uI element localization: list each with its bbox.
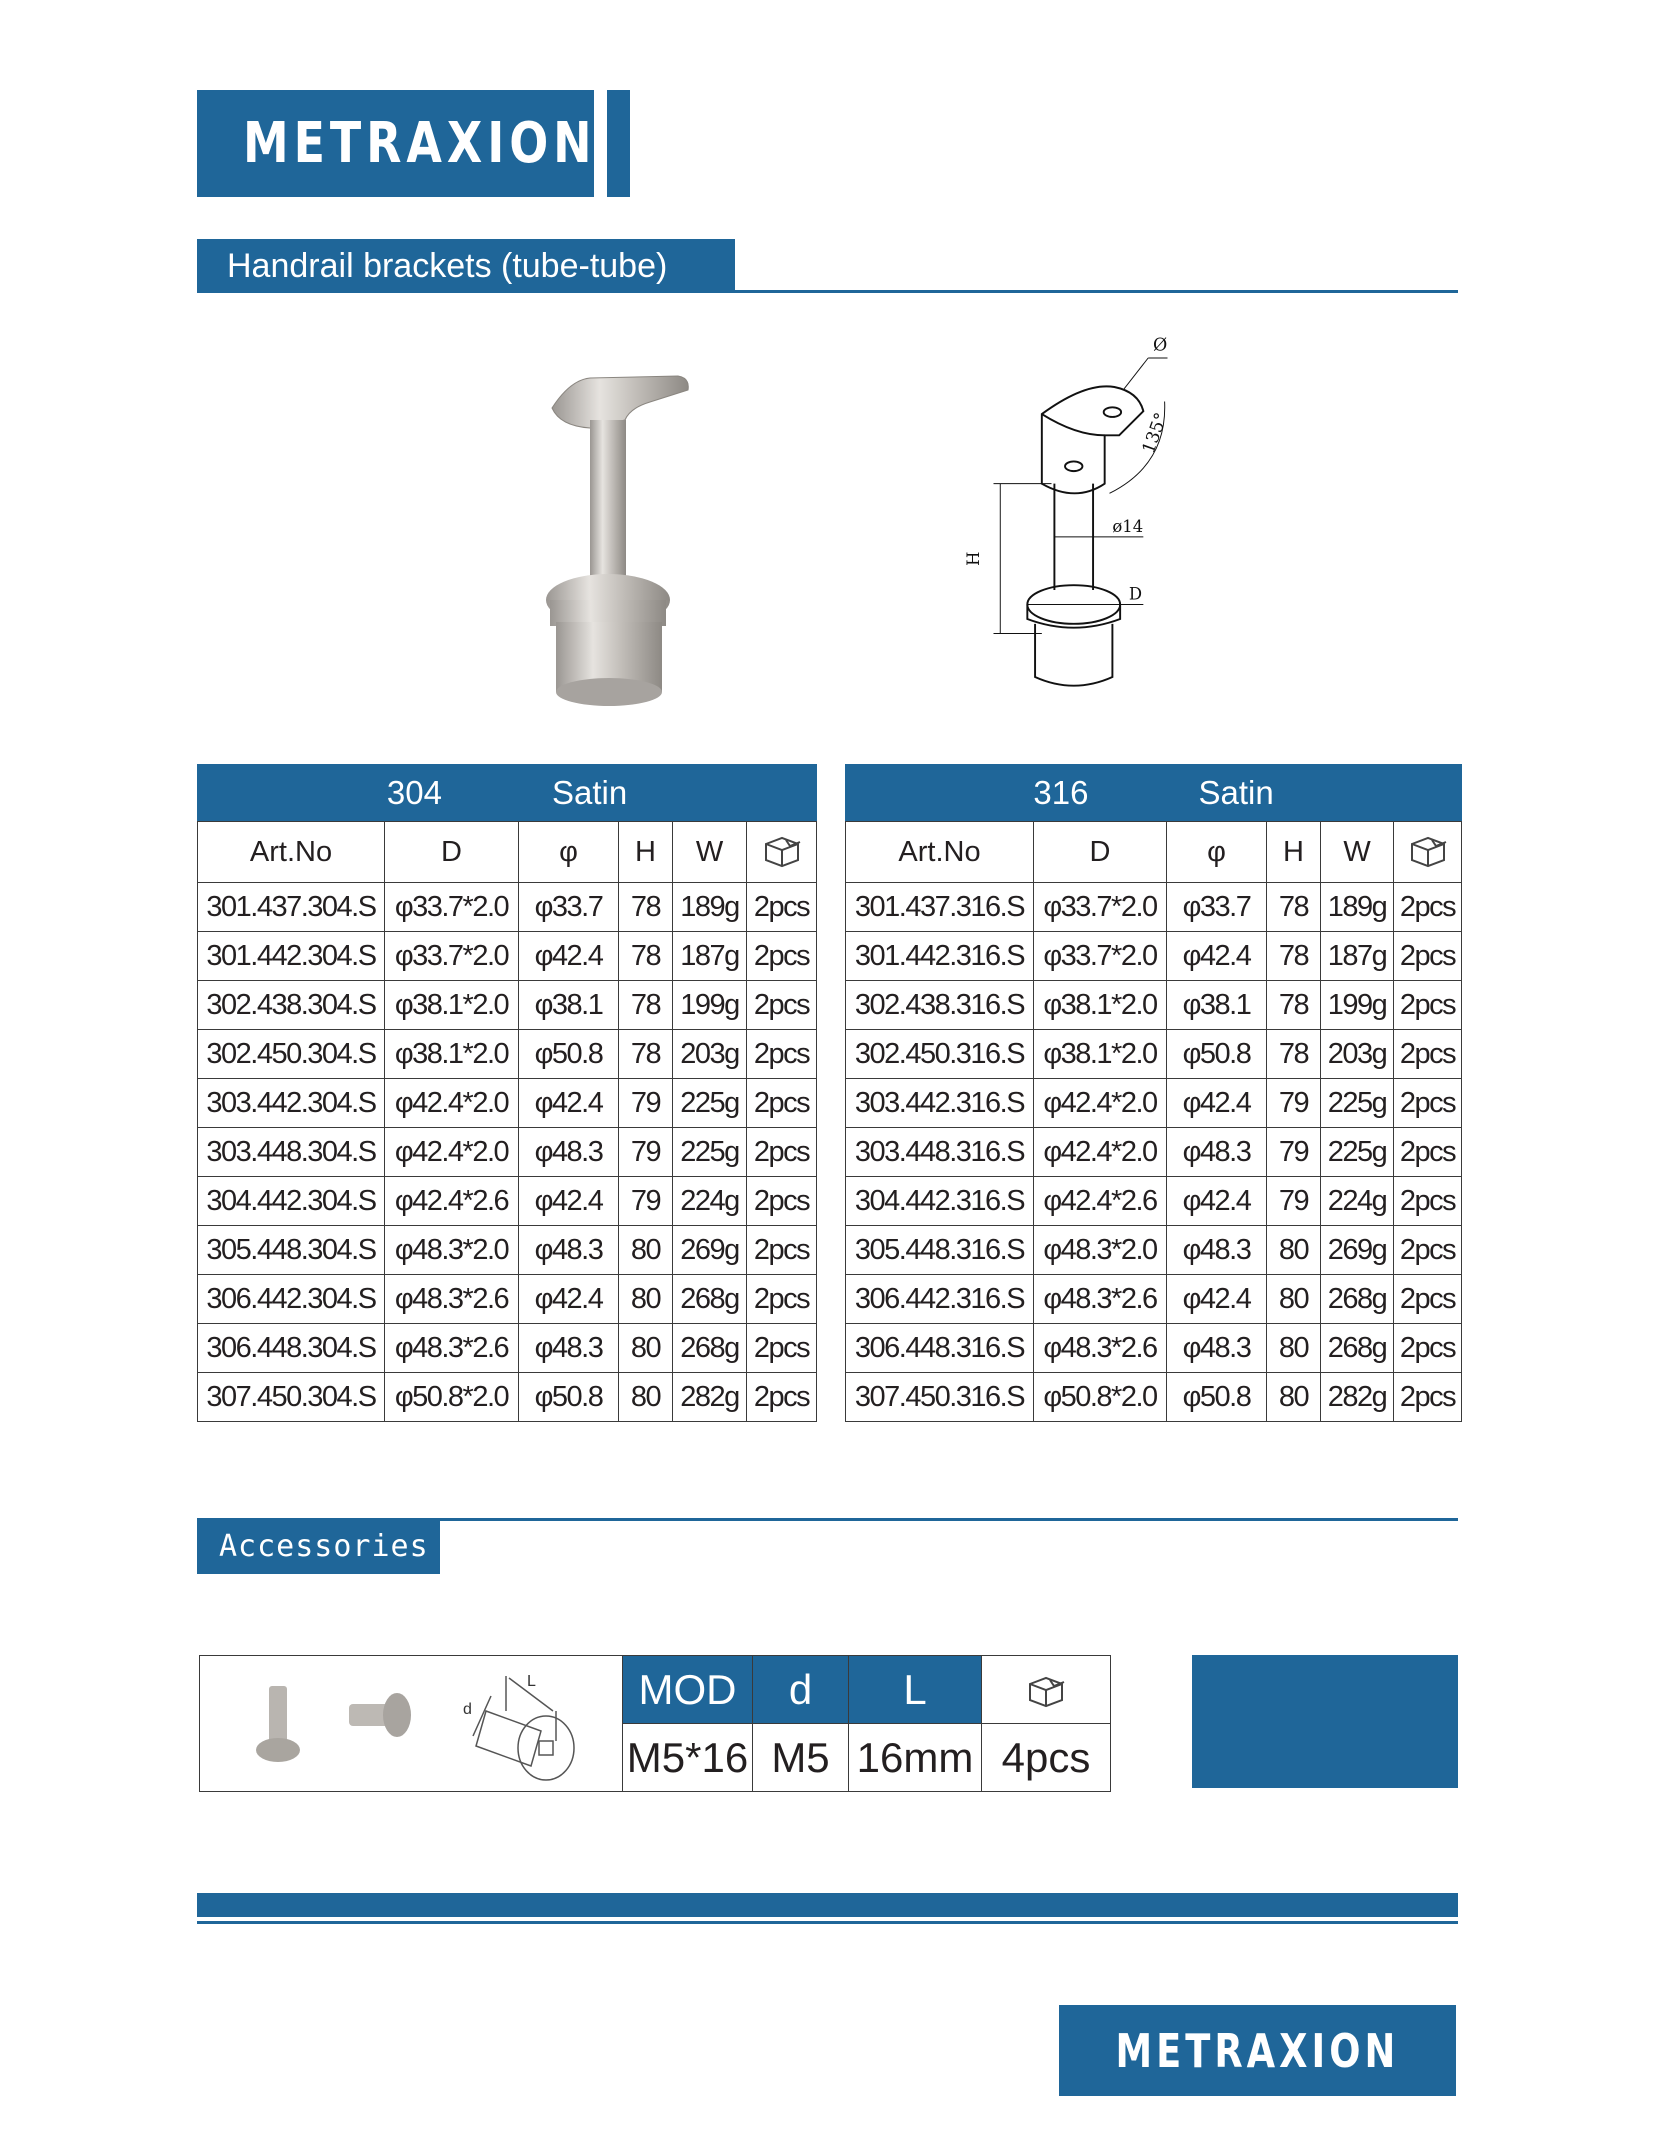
cell-qty: 2pcs — [747, 1177, 817, 1226]
table-row — [846, 1177, 1462, 1226]
cell-d: φ48.3*2.6 — [1034, 1324, 1167, 1373]
cell-w: 203g — [1321, 1030, 1394, 1079]
table-row — [198, 981, 817, 1030]
cell-art-no: 303.442.304.S — [198, 1079, 385, 1128]
footer-logo — [1059, 2005, 1456, 2096]
cell-h: 79 — [619, 1128, 673, 1177]
cell-d: φ38.1*2.0 — [1034, 981, 1167, 1030]
cell-art-no: 301.437.316.S — [846, 883, 1034, 932]
cell-art-no: 303.448.304.S — [198, 1128, 385, 1177]
table-row — [846, 1275, 1462, 1324]
screw-illustration — [201, 1656, 621, 1781]
col-header-d: D — [1034, 822, 1167, 883]
cell-phi: φ50.8 — [1167, 1030, 1267, 1079]
cell-art-no: 307.450.316.S — [846, 1373, 1034, 1422]
cell-phi: φ48.3 — [519, 1324, 619, 1373]
cell-d: φ48.3*2.6 — [385, 1275, 519, 1324]
stem-label: ø14 — [1112, 517, 1144, 536]
table-title-row — [846, 765, 1462, 822]
cell-w: 225g — [673, 1128, 747, 1177]
cell-phi: φ48.3 — [1167, 1128, 1267, 1177]
technical-drawing — [950, 325, 1240, 710]
cell-w: 199g — [673, 981, 747, 1030]
cell-h: 78 — [1267, 981, 1321, 1030]
package-value: 4pcs — [982, 1724, 1111, 1792]
cell-art-no: 303.448.316.S — [846, 1128, 1034, 1177]
cell-h: 78 — [619, 883, 673, 932]
cell-d: φ33.7*2.0 — [385, 883, 519, 932]
cell-w: 269g — [1321, 1226, 1394, 1275]
table-row — [846, 1226, 1462, 1275]
section-header — [197, 239, 735, 293]
spec-table-316 — [845, 764, 1462, 1422]
finish-label: Satin — [1198, 774, 1274, 811]
cell-d: φ42.4*2.6 — [385, 1177, 519, 1226]
table-row — [198, 932, 817, 981]
cell-art-no: 305.448.316.S — [846, 1226, 1034, 1275]
table-row — [846, 932, 1462, 981]
cell-phi: φ48.3 — [1167, 1226, 1267, 1275]
cell-art-no: 301.437.304.S — [198, 883, 385, 932]
col-header-h: H — [619, 822, 673, 883]
cell-w: 224g — [673, 1177, 747, 1226]
table-row — [198, 1226, 817, 1275]
cell-h: 80 — [619, 1373, 673, 1422]
L-header: L — [849, 1656, 982, 1724]
table-row — [198, 1275, 817, 1324]
cell-h: 80 — [1267, 1324, 1321, 1373]
cell-h: 79 — [1267, 1177, 1321, 1226]
diameter-label: D — [1128, 584, 1143, 604]
footer-bar — [197, 1893, 1458, 1917]
table-row — [198, 883, 817, 932]
cell-phi: φ42.4 — [519, 932, 619, 981]
L-label: L — [527, 1673, 536, 1690]
cell-h: 80 — [1267, 1373, 1321, 1422]
cell-art-no: 306.448.304.S — [198, 1324, 385, 1373]
cell-qty: 2pcs — [747, 932, 817, 981]
mod-header: MOD — [623, 1656, 753, 1724]
box-icon — [1406, 834, 1450, 870]
cell-d: φ48.3*2.0 — [1034, 1226, 1167, 1275]
cell-d: φ38.1*2.0 — [1034, 1030, 1167, 1079]
cell-w: 268g — [673, 1275, 747, 1324]
cell-art-no: 304.442.316.S — [846, 1177, 1034, 1226]
cell-art-no: 303.442.316.S — [846, 1079, 1034, 1128]
cell-d: φ33.7*2.0 — [385, 932, 519, 981]
cell-h: 78 — [1267, 883, 1321, 932]
cell-phi: φ38.1 — [1167, 981, 1267, 1030]
cell-art-no: 301.442.316.S — [846, 932, 1034, 981]
cell-h: 78 — [619, 932, 673, 981]
cell-w: 203g — [673, 1030, 747, 1079]
cell-qty: 2pcs — [747, 1373, 817, 1422]
table-title — [198, 765, 817, 822]
cell-qty: 2pcs — [747, 1275, 817, 1324]
mod-value: M5*16 — [623, 1724, 753, 1792]
cell-art-no: 306.442.316.S — [846, 1275, 1034, 1324]
cell-w: 189g — [1321, 883, 1394, 932]
table-row — [198, 1030, 817, 1079]
cell-qty: 2pcs — [747, 883, 817, 932]
cell-phi: φ50.8 — [519, 1373, 619, 1422]
col-header-h: H — [1267, 822, 1321, 883]
table-title — [846, 765, 1462, 822]
cell-d: φ38.1*2.0 — [385, 1030, 519, 1079]
cell-d: φ50.8*2.0 — [1034, 1373, 1167, 1422]
cell-qty: 2pcs — [1394, 1324, 1462, 1373]
cell-phi: φ33.7 — [519, 883, 619, 932]
product-photo — [530, 360, 710, 710]
d-header: d — [753, 1656, 849, 1724]
table-title-row — [198, 765, 817, 822]
cell-phi: φ33.7 — [1167, 883, 1267, 932]
cell-w: 224g — [1321, 1177, 1394, 1226]
cell-qty: 2pcs — [747, 1030, 817, 1079]
cell-w: 187g — [673, 932, 747, 981]
cell-d: φ42.4*2.0 — [385, 1079, 519, 1128]
cell-art-no: 306.442.304.S — [198, 1275, 385, 1324]
accessories-color-block — [1192, 1655, 1458, 1788]
column-header-row — [846, 822, 1462, 883]
cell-h: 78 — [1267, 932, 1321, 981]
footer-brand: METRAXION — [1115, 2023, 1400, 2078]
package-header — [982, 1656, 1111, 1724]
cell-phi: φ50.8 — [1167, 1373, 1267, 1422]
cell-phi: φ42.4 — [519, 1275, 619, 1324]
cell-w: 268g — [673, 1324, 747, 1373]
cell-h: 80 — [619, 1226, 673, 1275]
cell-d: φ48.3*2.6 — [385, 1324, 519, 1373]
d-value: M5 — [753, 1724, 849, 1792]
cell-qty: 2pcs — [747, 981, 817, 1030]
cell-qty: 2pcs — [1394, 883, 1462, 932]
cell-qty: 2pcs — [1394, 1079, 1462, 1128]
cell-d: φ48.3*2.0 — [385, 1226, 519, 1275]
cell-phi: φ38.1 — [519, 981, 619, 1030]
cell-qty: 2pcs — [1394, 1128, 1462, 1177]
cell-qty: 2pcs — [1394, 981, 1462, 1030]
cell-w: 189g — [673, 883, 747, 932]
table-row — [198, 1373, 817, 1422]
table-row — [846, 1079, 1462, 1128]
column-header-row — [198, 822, 817, 883]
col-header-art-no: Art.No — [198, 822, 385, 883]
cell-art-no: 302.438.316.S — [846, 981, 1034, 1030]
cell-h: 79 — [1267, 1128, 1321, 1177]
cell-d: φ42.4*2.0 — [385, 1128, 519, 1177]
cell-qty: 2pcs — [1394, 932, 1462, 981]
cell-art-no: 302.450.316.S — [846, 1030, 1034, 1079]
table-row — [846, 1128, 1462, 1177]
col-header-phi: φ — [1167, 822, 1267, 883]
table-row — [198, 1324, 817, 1373]
cell-d: φ50.8*2.0 — [385, 1373, 519, 1422]
cell-qty: 2pcs — [1394, 1030, 1462, 1079]
cell-art-no: 302.450.304.S — [198, 1030, 385, 1079]
cell-d: φ38.1*2.0 — [385, 981, 519, 1030]
cell-art-no: 304.442.304.S — [198, 1177, 385, 1226]
col-header-qty — [1394, 822, 1462, 883]
cell-w: 225g — [1321, 1128, 1394, 1177]
finish-label: Satin — [551, 774, 628, 811]
table-row — [198, 1128, 817, 1177]
cell-d: φ33.7*2.0 — [1034, 883, 1167, 932]
accessories-title: Accessories — [219, 1528, 429, 1564]
cell-d: φ42.4*2.0 — [1034, 1128, 1167, 1177]
table-row — [846, 883, 1462, 932]
cell-phi: φ42.4 — [1167, 1177, 1267, 1226]
d-label: d — [463, 1701, 472, 1718]
box-icon — [1024, 1674, 1068, 1710]
footer-line — [197, 1921, 1458, 1924]
table-row — [846, 1324, 1462, 1373]
cell-h: 79 — [619, 1177, 673, 1226]
cell-phi: φ50.8 — [519, 1030, 619, 1079]
table-row — [846, 1030, 1462, 1079]
cell-art-no: 307.450.304.S — [198, 1373, 385, 1422]
col-header-qty — [747, 822, 817, 883]
cell-art-no: 301.442.304.S — [198, 932, 385, 981]
cell-w: 268g — [1321, 1324, 1394, 1373]
cell-qty: 2pcs — [1394, 1177, 1462, 1226]
section-title: Handrail brackets (tube-tube) — [227, 246, 668, 285]
logo-accent-bar — [607, 90, 630, 197]
cell-art-no: 306.448.316.S — [846, 1324, 1034, 1373]
cell-h: 78 — [1267, 1030, 1321, 1079]
angle-label: 135° — [1138, 410, 1173, 457]
cell-qty: 2pcs — [1394, 1275, 1462, 1324]
cell-phi: φ42.4 — [519, 1177, 619, 1226]
cell-d: φ42.4*2.6 — [1034, 1177, 1167, 1226]
cell-qty: 2pcs — [747, 1079, 817, 1128]
cell-qty: 2pcs — [747, 1226, 817, 1275]
accessories-header-row — [200, 1656, 1111, 1724]
brand-name: METRAXION — [243, 111, 597, 176]
grade-label: 304 — [386, 774, 442, 811]
cell-h: 80 — [1267, 1275, 1321, 1324]
cell-phi: φ42.4 — [519, 1079, 619, 1128]
box-icon — [760, 834, 804, 870]
cell-phi: φ48.3 — [1167, 1324, 1267, 1373]
height-label: H — [964, 551, 983, 566]
cell-h: 80 — [1267, 1226, 1321, 1275]
table-row — [846, 1373, 1462, 1422]
cell-w: 225g — [1321, 1079, 1394, 1128]
grade-label: 316 — [1033, 774, 1089, 811]
brand-logo — [197, 90, 597, 197]
col-header-art-no: Art.No — [846, 822, 1034, 883]
cell-d: φ33.7*2.0 — [1034, 932, 1167, 981]
cell-h: 79 — [1267, 1079, 1321, 1128]
cell-art-no: 305.448.304.S — [198, 1226, 385, 1275]
cell-w: 282g — [1321, 1373, 1394, 1422]
cell-d: φ42.4*2.0 — [1034, 1079, 1167, 1128]
col-header-w: W — [673, 822, 747, 883]
table-row — [846, 981, 1462, 1030]
section-divider — [735, 290, 1458, 293]
cell-qty: 2pcs — [747, 1128, 817, 1177]
cell-phi: φ42.4 — [1167, 1275, 1267, 1324]
cell-phi: φ42.4 — [1167, 1079, 1267, 1128]
cell-phi: φ48.3 — [519, 1128, 619, 1177]
accessories-divider — [440, 1518, 1458, 1521]
cell-h: 79 — [619, 1079, 673, 1128]
cell-h: 78 — [619, 981, 673, 1030]
cell-w: 199g — [1321, 981, 1394, 1030]
accessories-header — [197, 1518, 440, 1574]
col-header-w: W — [1321, 822, 1394, 883]
cell-w: 269g — [673, 1226, 747, 1275]
cell-qty: 2pcs — [1394, 1226, 1462, 1275]
L-value: 16mm — [849, 1724, 982, 1792]
cell-w: 268g — [1321, 1275, 1394, 1324]
cell-d: φ48.3*2.6 — [1034, 1275, 1167, 1324]
cell-phi: φ48.3 — [519, 1226, 619, 1275]
col-header-d: D — [385, 822, 519, 883]
cell-qty: 2pcs — [747, 1324, 817, 1373]
cell-w: 187g — [1321, 932, 1394, 981]
cell-h: 80 — [619, 1275, 673, 1324]
table-row — [198, 1079, 817, 1128]
cell-h: 80 — [619, 1324, 673, 1373]
cell-qty: 2pcs — [1394, 1373, 1462, 1422]
col-header-phi: φ — [519, 822, 619, 883]
table-row — [198, 1177, 817, 1226]
cell-h: 78 — [619, 1030, 673, 1079]
spec-table-304 — [197, 764, 817, 1422]
phi-label: Ø — [1153, 335, 1168, 356]
accessories-table — [199, 1655, 1111, 1792]
accessories-table-wrap — [199, 1655, 1111, 1792]
cell-w: 282g — [673, 1373, 747, 1422]
cell-w: 225g — [673, 1079, 747, 1128]
screw-images — [200, 1656, 623, 1792]
cell-phi: φ42.4 — [1167, 932, 1267, 981]
cell-art-no: 302.438.304.S — [198, 981, 385, 1030]
